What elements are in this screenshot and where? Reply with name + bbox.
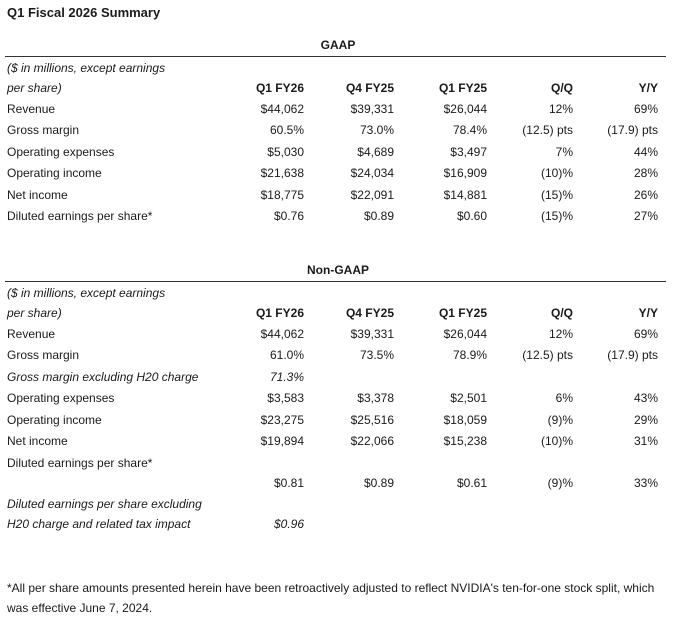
- cell-value: 26%: [633, 188, 658, 202]
- cell-value: $0.89: [363, 209, 394, 223]
- cell-value: $26,044: [443, 102, 487, 116]
- row-label: Diluted earnings per share excluding: [7, 497, 202, 511]
- cell-value: 71.3%: [269, 370, 304, 384]
- cell-value: (9)%: [547, 476, 573, 490]
- column-header: Q1 FY25: [438, 306, 487, 320]
- cell-value: (17.9) pts: [607, 348, 658, 362]
- row-label: Net income: [7, 188, 68, 202]
- row-label: Gross margin excluding H20 charge: [7, 370, 199, 384]
- nongaap-divider: [5, 281, 666, 282]
- cell-value: $0.89: [363, 476, 394, 490]
- column-header: Q/Q: [550, 81, 573, 95]
- column-header: Q1 FY25: [438, 81, 487, 95]
- cell-value: 69%: [633, 102, 658, 116]
- cell-value: 31%: [633, 434, 658, 448]
- table-row: [0, 102, 676, 123]
- column-header: Q4 FY25: [345, 306, 394, 320]
- row-label: Operating expenses: [7, 391, 115, 405]
- cell-value: $44,062: [260, 102, 304, 116]
- table-row: [0, 348, 676, 369]
- cell-value: 61.0%: [269, 348, 304, 362]
- gaap-section-label: GAAP: [320, 38, 356, 52]
- cell-value: $21,638: [260, 166, 304, 180]
- cell-value: $22,066: [350, 434, 394, 448]
- cell-value: 73.0%: [359, 123, 394, 137]
- table-row: [0, 123, 676, 144]
- cell-value: 60.5%: [269, 123, 304, 137]
- cell-value: $0.76: [273, 209, 304, 223]
- page-title: Q1 Fiscal 2026 Summary: [7, 5, 161, 20]
- cell-value: 28%: [633, 166, 658, 180]
- table-row: [0, 209, 676, 230]
- cell-value: $0.96: [273, 517, 304, 531]
- cell-value: $23,275: [260, 413, 304, 427]
- cell-value: $3,583: [267, 391, 304, 405]
- cell-value: $0.61: [456, 476, 487, 490]
- cell-value: (12.5) pts: [522, 123, 573, 137]
- row-label: H20 charge and related tax impact: [7, 517, 191, 531]
- table-row: [0, 370, 676, 391]
- gaap-units-note-line1: ($ in millions, except earnings: [7, 61, 166, 75]
- cell-value: (17.9) pts: [607, 123, 658, 137]
- column-header: Y/Y: [638, 306, 658, 320]
- row-label: Gross margin: [7, 123, 80, 137]
- column-header: Q4 FY25: [345, 81, 394, 95]
- column-header: Y/Y: [638, 81, 658, 95]
- eps-label-row: [0, 456, 676, 477]
- row-label: Operating income: [7, 413, 102, 427]
- cell-value: (10)%: [540, 166, 573, 180]
- gaap-units-note-line2: per share): [7, 81, 62, 95]
- cell-value: $4,689: [357, 145, 394, 159]
- cell-value: 44%: [633, 145, 658, 159]
- row-label: Net income: [7, 434, 68, 448]
- row-label: Revenue: [7, 102, 56, 116]
- cell-value: 73.5%: [359, 348, 394, 362]
- footnote: *All per share amounts presented herein have been retroactively adjusted to reflect NVIDIA's ten-for-one stock split, which was effective June 7, 2024.: [7, 581, 655, 615]
- gaap-header-row: [0, 81, 676, 102]
- cell-value: (15)%: [540, 209, 573, 223]
- cell-value: 12%: [548, 327, 573, 341]
- cell-value: $19,894: [260, 434, 304, 448]
- nongaap-units-note-line1: ($ in millions, except earnings: [7, 286, 166, 300]
- cell-value: (9)%: [547, 413, 573, 427]
- cell-value: 29%: [633, 413, 658, 427]
- row-label: Revenue: [7, 327, 56, 341]
- table-row: [0, 145, 676, 166]
- cell-value: (10)%: [540, 434, 573, 448]
- cell-value: 27%: [633, 209, 658, 223]
- cell-value: 78.4%: [452, 123, 487, 137]
- cell-value: $0.81: [273, 476, 304, 490]
- row-label: Operating expenses: [7, 145, 115, 159]
- eps-excl-row: [0, 517, 676, 538]
- column-header: Q1 FY26: [255, 306, 304, 320]
- row-label: Diluted earnings per share*: [7, 456, 153, 470]
- cell-value: 6%: [555, 391, 573, 405]
- row-label: Gross margin: [7, 348, 80, 362]
- nongaap-section-label: Non-GAAP: [307, 263, 369, 277]
- cell-value: $2,501: [450, 391, 487, 405]
- cell-value: $39,331: [350, 327, 394, 341]
- gaap-divider: [5, 56, 666, 57]
- cell-value: $22,091: [350, 188, 394, 202]
- cell-value: 69%: [633, 327, 658, 341]
- nongaap-units-note-line2: per share): [7, 306, 62, 320]
- cell-value: $39,331: [350, 102, 394, 116]
- cell-value: 78.9%: [452, 348, 487, 362]
- cell-value: $18,059: [443, 413, 487, 427]
- column-header: Q/Q: [550, 306, 573, 320]
- cell-value: $5,030: [267, 145, 304, 159]
- cell-value: (15)%: [540, 188, 573, 202]
- column-header: Q1 FY26: [255, 81, 304, 95]
- cell-value: $16,909: [443, 166, 487, 180]
- eps-excl-label-row: [0, 497, 676, 518]
- cell-value: $18,775: [260, 188, 304, 202]
- cell-value: 43%: [633, 391, 658, 405]
- eps-values-row: [0, 476, 676, 497]
- table-row: [0, 327, 676, 348]
- cell-value: $0.60: [456, 209, 487, 223]
- table-row: [0, 413, 676, 434]
- cell-value: 7%: [555, 145, 573, 159]
- cell-value: $44,062: [260, 327, 304, 341]
- table-row: [0, 434, 676, 455]
- cell-value: 33%: [633, 476, 658, 490]
- cell-value: $26,044: [443, 327, 487, 341]
- table-row: [0, 391, 676, 412]
- table-row: [0, 166, 676, 187]
- cell-value: $3,378: [357, 391, 394, 405]
- cell-value: (12.5) pts: [522, 348, 573, 362]
- cell-value: $14,881: [443, 188, 487, 202]
- cell-value: 12%: [548, 102, 573, 116]
- cell-value: $24,034: [350, 166, 394, 180]
- row-label: Diluted earnings per share*: [7, 209, 153, 223]
- row-label: Operating income: [7, 166, 102, 180]
- cell-value: $15,238: [443, 434, 487, 448]
- table-row: [0, 188, 676, 209]
- cell-value: $3,497: [450, 145, 487, 159]
- cell-value: $25,516: [350, 413, 394, 427]
- nongaap-header-row: [0, 306, 676, 327]
